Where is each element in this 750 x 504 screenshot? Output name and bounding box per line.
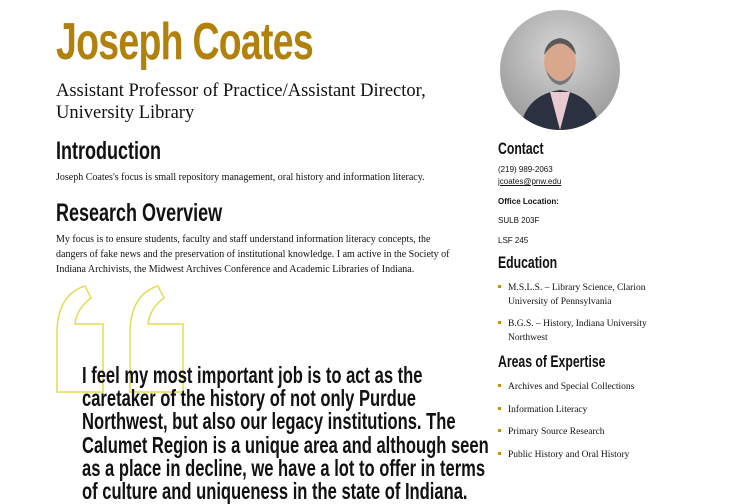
list-item: Information Literacy [498,403,658,417]
expertise-heading: Areas of Expertise [498,352,606,371]
list-item: B.G.S. – History, Indiana University Northwest [498,317,658,345]
pull-quote: I feel my most important job is to act as the caretaker of the history of not only Purdue Northwest, but also our legacy institutions. The Calumet Region is a unique area and although seen as a place in decline, we have a lot to offer in terms of culture and uniqueness in the state of Indiana. [82,362,489,504]
contact-phone: (219) 989-2063 [498,165,553,174]
intro-text: Joseph Coates's focus is small repository management, oral history and information literacy. [56,172,425,183]
profile-photo [500,10,620,130]
profile-name: Joseph Coates [56,13,313,71]
list-item: Public History and Oral History [498,448,658,462]
expertise-list [498,380,658,462]
education-list [498,281,658,345]
education-heading: Education [498,253,558,272]
research-heading: Research Overview [56,199,223,227]
list-item: M.S.L.S. – Library Science, Clarion University of Pennsylvania [498,281,658,309]
profile-title: Assistant Professor of Practice/Assistant Director, University Library [56,81,426,123]
contact-email-link[interactable]: jcoates@pnw.edu [498,177,562,186]
list-item: Archives and Special Collections [498,380,658,394]
list-item: Primary Source Research [498,425,658,439]
office-2: LSF 245 [498,236,529,245]
office-1: SULB 203F [498,216,540,225]
intro-heading: Introduction [56,137,161,165]
research-text: My focus is to ensure students, faculty and staff understand information literacy concepts, the dangers of fake news and the preservation of institutional knowledge. I am active in the Society of Indiana Archivists, the Midwest Archives Conference and Academic Libraries of Indiana. [56,234,450,275]
contact-heading: Contact [498,139,544,158]
office-location-label: Office Location: [498,197,559,206]
